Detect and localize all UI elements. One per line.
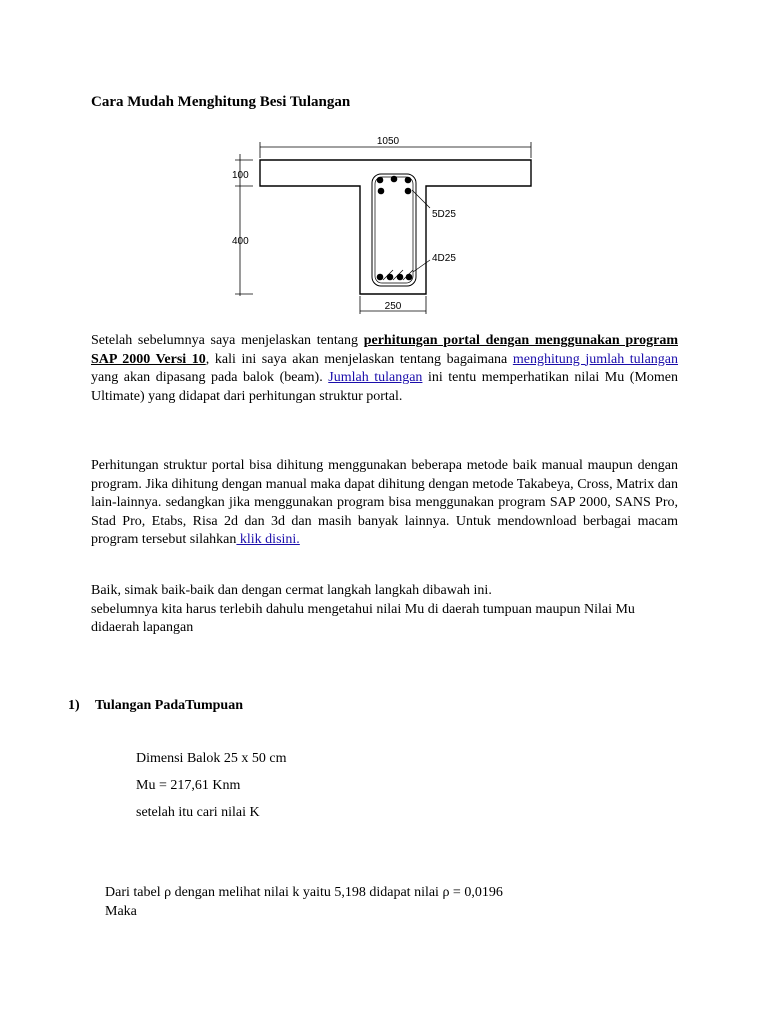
intro-paragraph: Setelah sebelumnya saya menjelaskan tentang perhitungan portal dengan menggunakan program SAP 2000 Versi 10, kali ini saya akan menjelaskan tentang bagaimana menghitung jumlah tulangan yang akan dipasang pada balok (beam). Jumlah tulangan ini tentu memperhatikan nilai Mu (Momen Ultimate) yang didapat dari perhitungan struktur portal. — [91, 333, 679, 404]
maka-text: Maka — [105, 904, 137, 919]
flange-label: 100 — [232, 170, 249, 181]
download-link[interactable]: klik disini. — [236, 532, 300, 547]
bottom-width-label: 250 — [384, 301, 402, 312]
beam-dimension: Dimensi Balok 25 x 50 cm — [136, 751, 287, 766]
section-title: Tulangan PadaTumpuan — [95, 698, 243, 713]
bottom-rebar-label: 4D25 — [432, 253, 456, 264]
t-beam-diagram — [228, 130, 540, 320]
methods-paragraph: Perhitungan struktur portal bisa dihitung menggunakan beberapa metode baik manual maupun dengan program. Jika dihitung dengan manual maka dapat dihitung dengan metode Takabeya, Cross, Matrix dan lain-lainnya. sedangkan jika menggunakan program bisa menggunakan program SAP 2000, SANS Pro, Stad Pro, Etabs, Risa 2d dan 3d dan masih banyak lainnya. Untuk mendownload berbagai macam program tersebut silahkan klik disini. — [91, 458, 678, 547]
bold-reference: perhitungan portal dengan menggunakan program SAP 2000 Versi 10 — [91, 333, 678, 367]
document-title: Cara Mudah Menghitung Besi Tulangan — [91, 94, 351, 110]
k-instruction: setelah itu cari nilai K — [136, 805, 260, 820]
top-rebar-label: 5D25 — [432, 209, 456, 220]
web-label: 400 — [232, 236, 249, 247]
section-number: 1) — [68, 698, 80, 713]
instructions-line-1: Baik, simak baik-baik dan dengan cermat langkah langkah dibawah ini. — [91, 583, 492, 598]
moment-value: Mu = 217,61 Knm — [136, 778, 241, 793]
instructions-line-2: sebelumnya kita harus terlebih dahulu mengetahui nilai Mu di daerah tumpuan maupun Nilai Mu didaerah lapangan — [91, 601, 635, 635]
rho-result: Dari tabel ρ dengan melihat nilai k yaitu 5,198 didapat nilai ρ = 0,0196 — [105, 885, 503, 900]
section-heading — [68, 698, 243, 714]
instructions-paragraph — [91, 582, 678, 638]
menghitung-link[interactable]: menghitung jumlah tulangan — [512, 351, 679, 367]
width-label: 1050 — [376, 136, 400, 147]
jumlah-tulangan-link[interactable]: Jumlah tulangan — [328, 370, 423, 385]
